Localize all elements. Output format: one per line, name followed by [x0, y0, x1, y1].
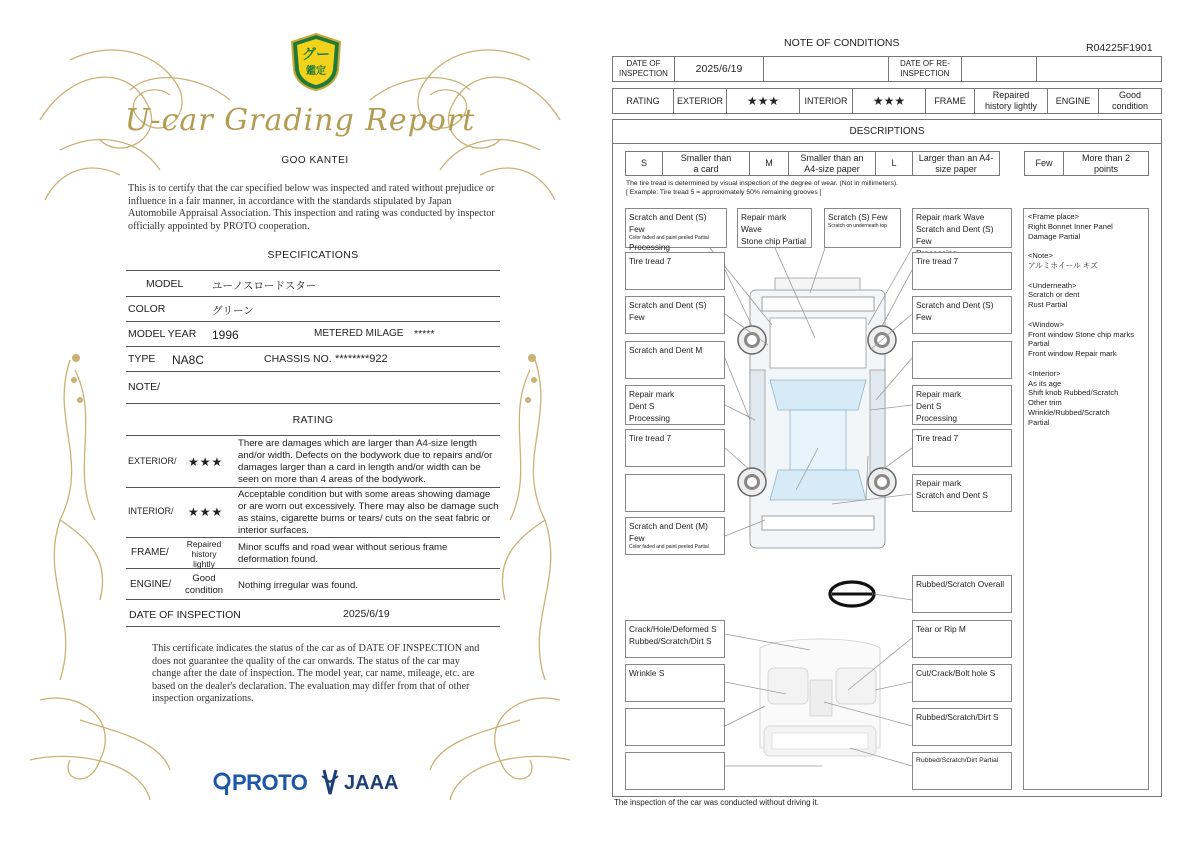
interior-label: INTERIOR: [799, 88, 853, 114]
type-label: TYPE: [128, 353, 156, 365]
note-box-roof: [824, 208, 901, 248]
svg-text:グー: グー: [302, 47, 330, 63]
exterior-stars: ★★★: [726, 88, 800, 114]
box-text: Repair mark Wave: [741, 212, 787, 234]
certificate-footer: This certificate indicates the status of the car as of DATE OF INSPECTION and does not guarantee the quality of the car onwards. The status of the car may change after the date of inspection. The model year, car name, mileage, etc. are based on the dealer's declaration. The evaluation may differ from that of other inspection organizations.: [152, 643, 480, 704]
rating-heading: RATING: [292, 414, 334, 426]
spec-row-year: [126, 322, 500, 347]
box-text: Scratch and Dent (M) Few: [629, 521, 708, 543]
box-text: Crack/Hole/Deformed S: [629, 624, 717, 634]
box-text: Scratch and Dent S: [916, 490, 988, 500]
note-of-conditions: [600, 0, 1200, 848]
exterior-description: There are damages which are larger than A4-size length and/or width. Defects on the bodywork due to repairs and/or damages larger than a card in length and/or width can be seen on more than 4 areas of the bodywork.: [238, 438, 493, 485]
condition-note-line: Front window Repair mark: [1028, 349, 1117, 359]
rating-exterior: [126, 436, 500, 488]
svg-text:鑑定: 鑑定: [306, 66, 326, 77]
date-inspection-value: 2025/6/19: [674, 56, 764, 82]
note-box-front-right: [912, 208, 1012, 248]
interior-stars: ★★★: [188, 505, 224, 519]
date-of-inspection-value: 2025/6/19: [343, 608, 390, 620]
note-box-left-2: Scratch and Dent (S) Few: [625, 296, 725, 334]
spec-row-note: [126, 372, 500, 404]
note-box-interior-right-3: Rubbed/Scratch/Dirt S: [912, 708, 1012, 746]
condition-note-line: <Window>: [1028, 319, 1064, 329]
condition-note-line: Right Bonnet Inner Panel: [1028, 221, 1113, 231]
proto-logo: PROTO: [232, 770, 308, 795]
mileage-value: *****: [414, 328, 435, 340]
legend-key-l: L: [875, 151, 913, 176]
note-box-interior-left-1: [625, 620, 725, 658]
condition-note-line: Partial: [1028, 417, 1050, 427]
box-text: Dent S: [916, 401, 942, 411]
type-value: NA8C: [172, 353, 205, 367]
note-box-right-3: [912, 341, 1012, 379]
jaaa-logo-icon: [320, 768, 340, 796]
note-box-left-7: [625, 517, 725, 555]
condition-note-line: <Frame place>: [1028, 212, 1080, 221]
rating-interior: [126, 488, 500, 538]
note-box-right-5: Tire tread 7: [912, 429, 1012, 467]
legend-value-few: More than 2 points: [1063, 151, 1149, 176]
chassis-label: CHASSIS NO.: [264, 353, 332, 365]
report-subtitle: GOO KANTEI: [281, 155, 349, 166]
engine-description: Nothing irregular was found.: [238, 580, 358, 591]
descriptions-heading: DESCRIPTIONS: [612, 119, 1162, 144]
exterior-stars: ★★★: [188, 455, 224, 469]
box-text: Scratch and Dent (S) Few: [629, 212, 707, 234]
specs-heading: SPECIFICATIONS: [267, 249, 359, 261]
box-text: Repair mark: [629, 389, 675, 399]
spec-row-model: [126, 271, 500, 297]
condition-note-line: [1028, 241, 1144, 251]
color-label: COLOR: [128, 303, 166, 315]
date-of-inspection-label: DATE OF INSPECTION: [129, 609, 241, 621]
interior-stars: ★★★: [852, 88, 926, 114]
engine-label: ENGINE: [1047, 88, 1099, 114]
condition-note-line: Partial: [1028, 339, 1050, 349]
date-of-inspection-row: [126, 600, 500, 627]
mileage-label: METERED MILAGE: [314, 328, 404, 339]
condition-notes: [1023, 208, 1149, 790]
condition-note-line: Other trim: [1028, 398, 1062, 408]
rating-engine: [126, 569, 500, 600]
legend-value-s: Smaller than a card: [662, 151, 750, 176]
condition-note-line: Wrinkle/Rubbed/Scratch: [1028, 407, 1110, 417]
condition-note-line: [1028, 271, 1144, 281]
box-text: Dent S: [629, 401, 655, 411]
legend-key-few: Few: [1024, 151, 1064, 176]
note-footer: The inspection of the car was conducted without driving it.: [614, 798, 819, 807]
condition-note-line: <Note>: [1028, 251, 1053, 261]
note-heading: NOTE OF CONDITIONS: [784, 37, 900, 49]
model-value: ユーノスロードスター: [212, 280, 317, 292]
exterior-label: EXTERIOR/: [128, 456, 177, 466]
box-small-text: Color faded and paint peeled Partial: [629, 235, 709, 241]
exterior-label: EXTERIOR: [673, 88, 727, 114]
frame-label: FRAME/: [131, 547, 169, 558]
frame-label: FRAME: [925, 88, 975, 114]
note-box-right-1: Tire tread 7: [912, 252, 1012, 290]
model-year-value: 1996: [212, 328, 239, 342]
note-box-interior-right-4: Rubbed/Scratch/Dirt Partial: [912, 752, 1012, 790]
frame-value: Repaired history lightly: [186, 539, 222, 569]
jaaa-logo: JAAA: [344, 772, 399, 794]
re-inspection-label: DATE OF RE-INSPECTION: [888, 56, 962, 82]
model-year-label: MODEL YEAR: [128, 328, 197, 340]
condition-note-line: [1028, 359, 1144, 369]
spec-row-type: [126, 347, 500, 372]
goo-kantei-badge-icon: [288, 32, 344, 92]
rating-frame: [126, 538, 500, 569]
box-text: Stone chip Partial: [741, 236, 807, 246]
condition-note-line: Rust Partial: [1028, 300, 1068, 310]
box-text: Processing: [629, 242, 671, 252]
model-label: MODEL: [146, 278, 184, 290]
report-reference: R04225F1901: [1086, 42, 1153, 54]
note-box-right-4: [912, 385, 1012, 425]
note-box-steering: Rubbed/Scratch Overall: [912, 575, 1012, 613]
note-label: NOTE/: [128, 381, 161, 393]
condition-note-line: アルミホイール キズ: [1028, 260, 1098, 270]
spec-row-color: [126, 297, 500, 322]
condition-note-line: Scratch or dent: [1028, 290, 1080, 300]
note-box-interior-right-1: Tear or Rip M: [912, 620, 1012, 658]
box-text: Repair mark: [916, 478, 962, 488]
rating-label: RATING: [612, 88, 674, 114]
legend-key-m: M: [749, 151, 789, 176]
engine-value: Good condition: [184, 573, 224, 596]
note-box-interior-left-4: [625, 752, 725, 790]
interior-description: Acceptable condition but with some areas showing damage or are worn out excessively. There may also be damage such as stains, cigarette burns or tears/ cuts on the seat fabric or interior surfaces.: [238, 489, 499, 536]
box-text: Processing: [629, 413, 671, 423]
legend-value-l: Larger than an A4-size paper: [912, 151, 1000, 176]
note-box-left-1: Tire tread 7: [625, 252, 725, 290]
condition-note-line: <Interior>: [1028, 368, 1061, 378]
note-box-right-2: Scratch and Dent (S) Few: [912, 296, 1012, 334]
box-text: Rubbed/Scratch/Dirt S: [629, 636, 712, 646]
tire-example: [ Example: Tire tread 5 = approximately 50% remaining grooves ]: [626, 189, 822, 196]
date-inspection-label: DATE OF INSPECTION: [612, 56, 675, 82]
box-text: Scratch (S) Few: [828, 212, 888, 222]
box-text: Repair mark: [916, 389, 962, 399]
note-box-interior-left-3: [625, 708, 725, 746]
condition-note-line: Front window Stone chip marks: [1028, 329, 1134, 339]
intro-text: This is to certify that the car specified below was inspected and rated without prejudice or influence in a fair manner, in accordance with the standards stipulated by Japan Automobile Appraisal Association. This inspection and rating was conducted by inspector officially appointed by PROTO cooperation.: [128, 183, 495, 232]
report-title: U-car Grading Report: [124, 103, 476, 138]
note-box-left-3: Scratch and Dent M: [625, 341, 725, 379]
box-small-text: Scratch on underneath top: [828, 223, 887, 229]
frame-value: Repaired history lightly: [974, 88, 1048, 114]
note-box-bonnet: [737, 208, 812, 248]
note-box-left-4: [625, 385, 725, 425]
engine-value: Good condition: [1098, 88, 1162, 114]
note-box-left-5: Tire tread 7: [625, 429, 725, 467]
box-text: Processing: [916, 413, 958, 423]
box-text: Scratch and Dent (S) Few: [916, 224, 994, 246]
chassis-value: ********922: [335, 353, 388, 365]
frame-description: Minor scuffs and road wear without serious frame deformation found.: [238, 542, 448, 565]
condition-note-line: [1028, 310, 1144, 320]
interior-label: INTERIOR/: [128, 506, 174, 516]
engine-label: ENGINE/: [130, 579, 172, 590]
note-box-interior-right-2: Cut/Crack/Bolt hole S: [912, 664, 1012, 702]
condition-note-line: <Underneath>: [1028, 280, 1077, 290]
legend-value-m: Smaller than an A4-size paper: [788, 151, 876, 176]
tire-note: The tire tread is determined by visual inspection of the degree of wear. (Not in millimeters).: [626, 180, 898, 187]
box-small-text: Color faded and paint peeled Partial: [629, 544, 709, 550]
note-box-right-6: [912, 474, 1012, 512]
legend-key-s: S: [625, 151, 663, 176]
box-text: Repair mark Wave: [916, 212, 985, 222]
condition-note-line: Shift knob Rubbed/Scratch: [1028, 388, 1119, 398]
note-box-front-left: [625, 208, 727, 252]
proto-logo-icon: [213, 771, 231, 795]
note-box-left-6: [625, 474, 725, 512]
condition-note-line: As its age: [1028, 378, 1062, 388]
note-box-interior-left-2: Wrinkle S: [625, 664, 725, 702]
condition-note-line: Damage Partial: [1028, 231, 1081, 241]
color-value: グリーン: [212, 305, 254, 317]
